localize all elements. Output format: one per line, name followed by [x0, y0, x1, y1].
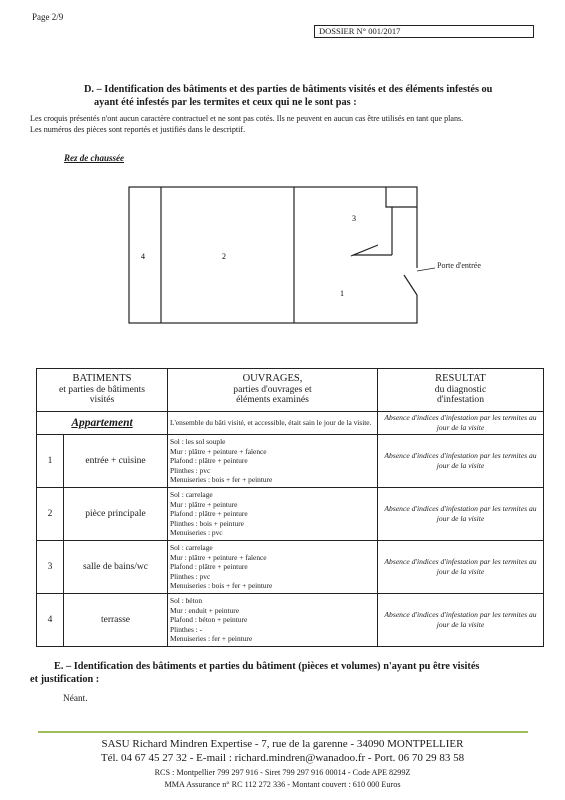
- room-number: 3: [37, 541, 64, 594]
- table-row-appartement: [37, 412, 544, 435]
- room-result: Absence d'indices d'infestation par les termites au jour de la visite: [378, 435, 544, 488]
- room-result: Absence d'indices d'infestation par les termites au jour de la visite: [378, 541, 544, 594]
- room-works-list: Sol : carrelage Mur : plâtre + peinture Plafond : plâtre + peinture Plinthes : bois + peinture Menuiseries : pvc: [168, 488, 378, 541]
- disclaimer-line2: Les numéros des pièces sont reportés et justifiés dans le descriptif.: [30, 124, 246, 134]
- table-header-row: [37, 369, 544, 412]
- room-name: entrée + cuisine: [64, 435, 168, 488]
- room-number: 4: [37, 594, 64, 647]
- table-row: [37, 488, 544, 541]
- room-number-2: 2: [222, 252, 226, 261]
- section-e-title-line2: et justification :: [30, 674, 100, 685]
- header-result: RESULTAT du diagnostic d'infestation: [378, 369, 544, 412]
- appartement-label: Appartement: [37, 412, 168, 435]
- section-d-title-line2: ayant été infestés par les termites et ceux qui ne le sont pas :: [94, 97, 357, 108]
- room-number-1: 1: [340, 289, 344, 298]
- room-name: terrasse: [64, 594, 168, 647]
- appartement-result: Absence d'indices d'infestation par les termites au jour de la visite: [378, 412, 544, 435]
- floor-plan-sketch: [0, 0, 565, 360]
- inspection-table: [36, 368, 544, 647]
- entrance-door-swing: [404, 275, 417, 295]
- room-name: salle de bains/wc: [64, 541, 168, 594]
- table-row: [37, 435, 544, 488]
- section-e-content: Néant.: [63, 694, 88, 704]
- appartement-ouvrages: L'ensemble du bâti visité, et accessible, était sain le jour de la visite.: [168, 412, 378, 435]
- section-d-title-line1: D. – Identification des bâtiments et des parties de bâtiments visités et des éléments infestés ou: [84, 84, 493, 95]
- section-e-title-line1: E. – Identification des bâtiments et parties du bâtiment (pièces et volumes) n'ayant pu être visités: [54, 661, 480, 672]
- page-number: Page 2/9: [32, 12, 64, 22]
- header-works: OUVRAGES, parties d'ouvrages et éléments examinés: [168, 369, 378, 412]
- table-row: [37, 594, 544, 647]
- room-works-list: Sol : béton Mur : enduit + peinture Plafond : béton + peinture Plinthes : - Menuiseries : fer + peinture: [168, 594, 378, 647]
- entrance-pointer: [417, 268, 435, 271]
- footer-registration: RCS : Montpellier 799 297 916 - Siret 799 297 916 00014 - Code APE 8299Z: [154, 768, 411, 777]
- footer-rule: [38, 731, 528, 733]
- footer-contact: Tél. 04 67 45 27 32 - E-mail : richard.mindren@wanadoo.fr - Port. 06 70 29 83 58: [100, 752, 465, 764]
- bathroom-door-swing: [351, 245, 378, 256]
- room-number-4: 4: [141, 252, 145, 261]
- section-e-title: [30, 660, 540, 686]
- wall-bathroom-corner: [386, 187, 417, 207]
- room-works-list: Sol : carrelage Mur : plâtre + peinture + faïence Plafond : plâtre + peinture Plinthes : pvc Menuiseries : bois + fer + peinture: [168, 541, 378, 594]
- footer-company: SASU Richard Mindren Expertise - 7, rue de la garenne - 34090 MONTPELLIER: [101, 738, 464, 750]
- table-row: [37, 541, 544, 594]
- disclaimer-line1: Les croquis présentés n'ont aucun caractère contractuel et ne sont pas cotés. Ils ne peuvent en aucun cas être utilisés en tant que plans.: [30, 114, 464, 123]
- room-number-3: 3: [352, 214, 356, 223]
- entrance-door-label: Porte d'entrée: [437, 261, 481, 270]
- room-name: pièce principale: [64, 488, 168, 541]
- room-result: Absence d'indices d'infestation par les termites au jour de la visite: [378, 594, 544, 647]
- header-buildings: BATIMENTS et parties de bâtiments visités: [37, 369, 168, 412]
- dossier-number-box: DOSSIER N° 001/2017: [314, 25, 534, 38]
- floor-level-label: Rez de chaussée: [64, 153, 124, 163]
- room-result: Absence d'indices d'infestation par les termites au jour de la visite: [378, 488, 544, 541]
- footer-insurance: MMA Assurance n° RC 112 272 336 - Montant couvert : 610 000 Euros: [164, 780, 401, 789]
- room-works-list: Sol : les sol souple Mur : plâtre + peinture + faïence Plafond : plâtre + peinture Plinthes : pvc Menuiseries : bois + fer + peinture: [168, 435, 378, 488]
- room-number: 2: [37, 488, 64, 541]
- room-number: 1: [37, 435, 64, 488]
